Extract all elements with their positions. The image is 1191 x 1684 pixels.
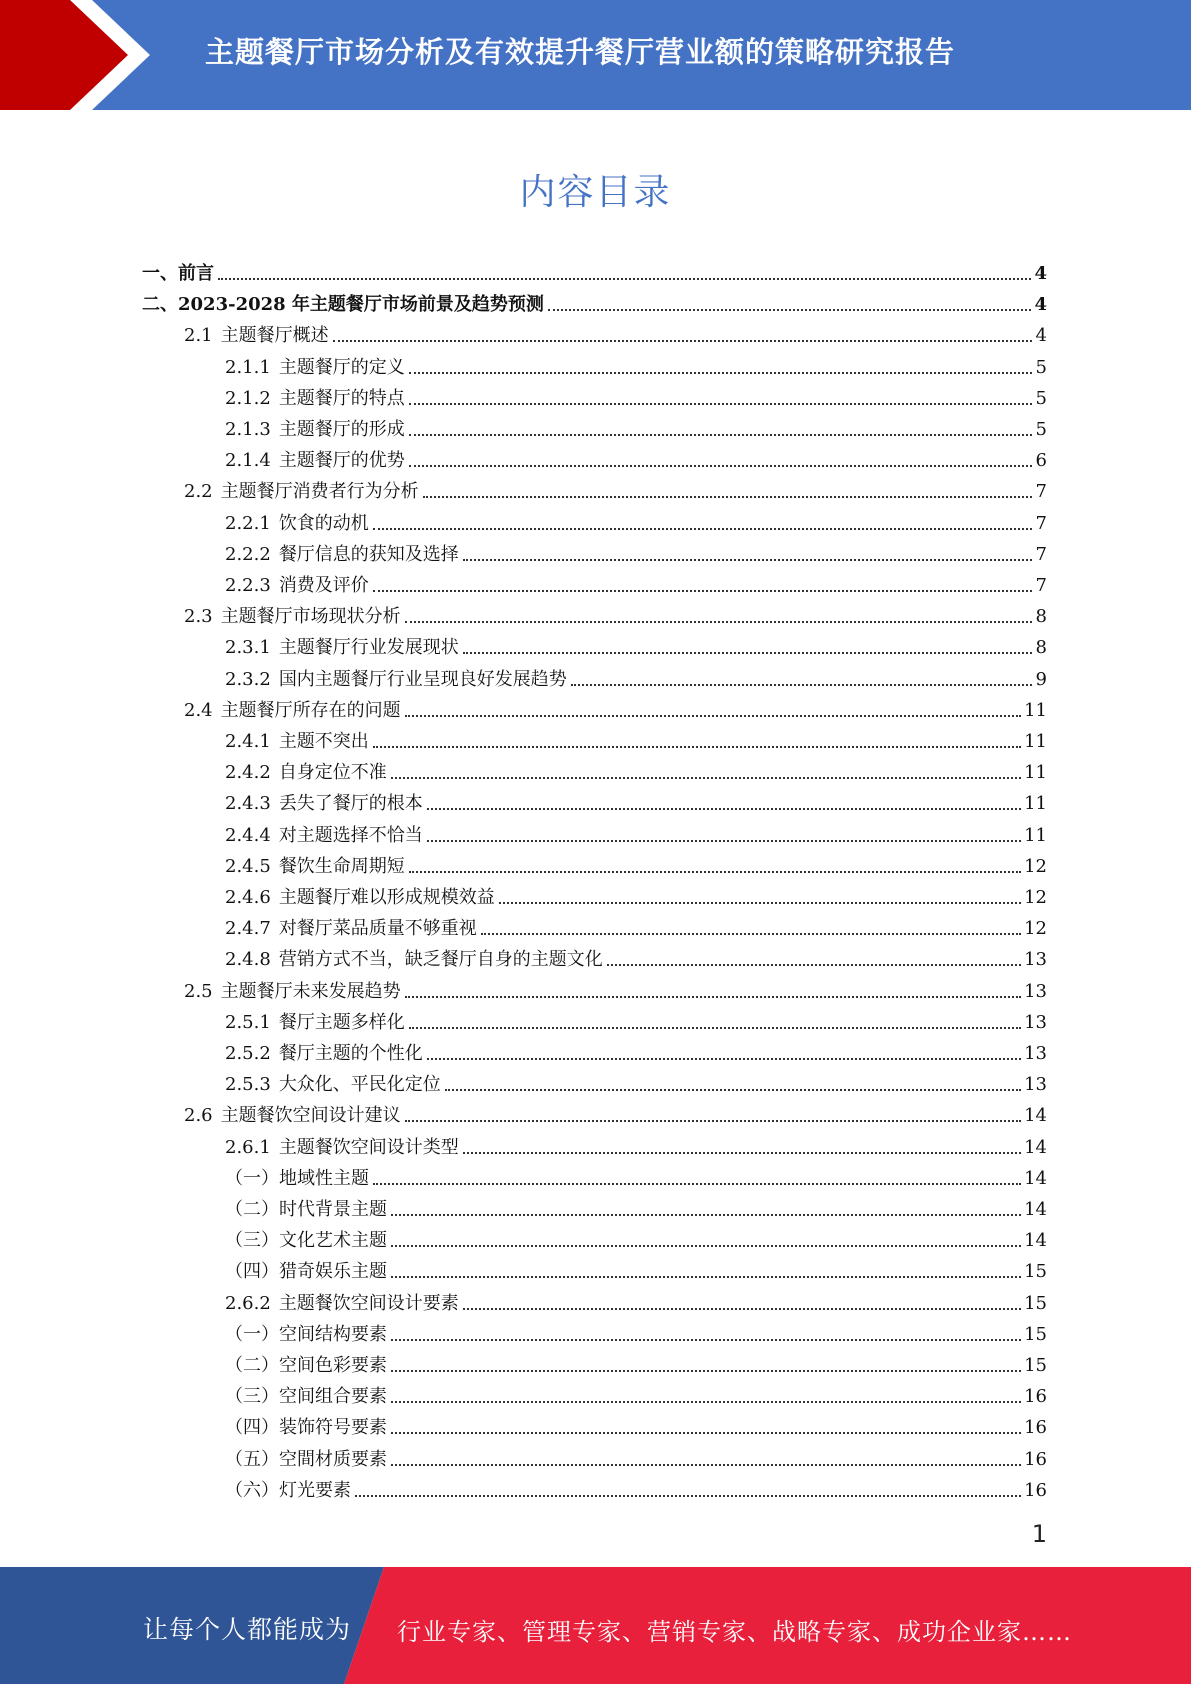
- toc-dot-leader: [391, 1370, 1021, 1372]
- toc-entry[interactable]: [225, 722, 1047, 753]
- toc-entry[interactable]: [225, 940, 1047, 971]
- toc-entry-title: 空间色彩要素: [279, 1355, 387, 1376]
- toc-dot-leader: [218, 278, 1031, 280]
- toc-dot-leader: [405, 996, 1021, 998]
- footer-banner: [0, 1567, 1191, 1684]
- toc-entry-title: 消费及评价: [278, 575, 369, 596]
- toc-entry[interactable]: [225, 753, 1047, 784]
- toc-entry-number: 二、2023-2028 年主题餐厅市场前景及趋势预测: [142, 294, 544, 316]
- toc-entry[interactable]: [225, 628, 1047, 659]
- toc-entry-number: 2.4.6: [225, 887, 271, 908]
- toc-entry-title: 大众化、平民化定位: [278, 1074, 441, 1096]
- header-banner: [0, 0, 1191, 110]
- toc-entry-number: （三）: [225, 1230, 279, 1252]
- toc-dot-leader: [391, 1432, 1021, 1434]
- toc-dot-leader: [607, 964, 1021, 966]
- toc-entry-number: 2.2.2: [225, 543, 271, 565]
- toc-entry-number: （二）: [225, 1199, 279, 1220]
- toc-entry-title: 主题餐厅所存在的问题: [220, 699, 401, 721]
- toc-entry[interactable]: [225, 379, 1047, 410]
- toc-dot-leader: [373, 590, 1032, 592]
- toc-dot-leader: [405, 621, 1032, 623]
- toc-entry-number: 2.1: [184, 325, 213, 347]
- toc-dot-leader: [391, 1464, 1021, 1466]
- toc-entry[interactable]: [225, 1440, 1047, 1471]
- toc-entry-page: 11: [1024, 824, 1047, 846]
- toc-entry[interactable]: [225, 1346, 1047, 1377]
- toc-dot-leader: [548, 309, 1032, 311]
- toc-entry[interactable]: [225, 878, 1047, 909]
- toc-entry[interactable]: [225, 847, 1047, 878]
- toc-entry-page: 6: [1035, 450, 1047, 472]
- toc-entry-title: 主题餐厅的定义: [278, 356, 405, 378]
- toc-dot-leader: [373, 746, 1021, 748]
- toc-dot-leader: [481, 933, 1021, 935]
- toc-entry-page: 11: [1024, 731, 1047, 752]
- toc-dot-leader: [409, 871, 1021, 873]
- toc-entry-number: 2.4.3: [225, 793, 271, 815]
- toc-entry-page: 16: [1024, 1417, 1047, 1439]
- toc-dot-leader: [445, 1089, 1021, 1091]
- toc-dot-leader: [463, 559, 1032, 561]
- toc-entry-page: 16: [1024, 1448, 1047, 1470]
- toc-entry-number: 2.3.1: [225, 637, 271, 659]
- toc-entry-title: 空間材质要素: [279, 1448, 387, 1470]
- toc-entry-number: （三）: [225, 1386, 279, 1408]
- toc-entry-page: 11: [1024, 793, 1047, 815]
- toc-entry-page: 14: [1024, 1136, 1047, 1158]
- toc-entry-page: 13: [1024, 1043, 1047, 1064]
- toc-entry[interactable]: [184, 597, 1047, 628]
- toc-entry[interactable]: [225, 816, 1047, 847]
- toc-dot-leader: [423, 496, 1032, 498]
- toc-entry[interactable]: [225, 410, 1047, 441]
- toc-entry-page: 5: [1035, 419, 1047, 440]
- toc-entry-title: 丢失了餐厅的根本: [278, 793, 423, 815]
- toc-entry-title: 空间组合要素: [279, 1386, 387, 1408]
- toc-entry-title: 餐厅主题多样化: [278, 1011, 405, 1033]
- toc-entry-number: 2.3: [184, 606, 213, 628]
- toc-dot-leader: [463, 1152, 1021, 1154]
- toc-entry-page: 5: [1035, 356, 1047, 378]
- toc-entry-page: 14: [1024, 1199, 1047, 1220]
- report-title: 主题餐厅市场分析及有效提升餐厅营业额的策略研究报告: [205, 35, 956, 69]
- toc-entry-page: 14: [1024, 1230, 1047, 1252]
- toc-dot-leader: [409, 403, 1032, 405]
- toc-dot-leader: [463, 1308, 1021, 1310]
- toc-entry[interactable]: [225, 1408, 1047, 1439]
- toc-entry-page: 12: [1024, 887, 1047, 908]
- toc-entry[interactable]: [225, 1221, 1047, 1252]
- toc-dot-leader: [405, 1120, 1021, 1122]
- toc-entry-number: （六）: [225, 1479, 279, 1501]
- toc-entry-number: 2.2.1: [225, 512, 271, 534]
- toc-dot-leader: [499, 902, 1021, 904]
- toc-entry-title: 餐厅主题的个性化: [278, 1043, 423, 1064]
- toc-entry[interactable]: [225, 660, 1047, 691]
- toc-entry-page: 9: [1035, 668, 1047, 690]
- toc-dot-leader: [409, 1027, 1021, 1029]
- toc-entry-title: 时代背景主题: [279, 1199, 387, 1220]
- toc-entry-number: 2.4.8: [225, 949, 271, 971]
- toc-entry-page: 15: [1024, 1355, 1047, 1376]
- toc-dot-leader: [391, 1245, 1021, 1247]
- toc-entry-page: 7: [1035, 543, 1047, 565]
- toc-entry-page: 8: [1035, 637, 1047, 659]
- toc-entry[interactable]: [225, 1315, 1047, 1346]
- toc-entry-number: 2.6.1: [225, 1136, 271, 1158]
- toc-entry-title: 营销方式不当，缺乏餐厅自身的主题文化: [278, 949, 603, 971]
- toc-entry-number: 2.1.2: [225, 387, 271, 409]
- toc-entry-page: 12: [1024, 855, 1047, 877]
- toc-entry[interactable]: [225, 1003, 1047, 1034]
- toc-entry-title: 主题餐饮空间设计类型: [278, 1136, 459, 1158]
- toc-entry[interactable]: [225, 1471, 1047, 1502]
- toc-entry-page: 16: [1024, 1479, 1047, 1501]
- toc-dot-leader: [405, 715, 1021, 717]
- toc-entry-number: （四）: [225, 1261, 279, 1283]
- toc-dot-leader: [333, 340, 1032, 342]
- toc-heading: 内容目录: [519, 172, 672, 213]
- toc-entry-title: 主题餐厅未来发展趋势: [220, 980, 401, 1002]
- toc-entry-number: 一、前言: [142, 263, 214, 284]
- toc-entry-title: 国内主题餐厅行业呈现良好发展趋势: [278, 668, 567, 690]
- toc-entry-title: 主题餐厅的特点: [278, 387, 405, 409]
- toc-entry-title: 对主题选择不恰当: [278, 824, 423, 846]
- toc-entry[interactable]: [184, 691, 1047, 722]
- toc-entry-page: 13: [1024, 1074, 1047, 1096]
- toc-entry-number: 2.4.1: [225, 731, 271, 752]
- toc-entry-page: 11: [1024, 699, 1047, 721]
- toc-entry-title: 主题餐厅概述: [220, 325, 329, 347]
- toc-entry-page: 15: [1024, 1323, 1047, 1345]
- toc-entry-title: 主题餐饮空间设计建议: [220, 1105, 401, 1127]
- toc-dot-leader: [409, 434, 1032, 436]
- toc-entry[interactable]: [225, 441, 1047, 472]
- toc-entry-number: 2.5.2: [225, 1043, 271, 1064]
- toc-entry-title: 主题餐厅消费者行为分析: [220, 481, 419, 503]
- toc-entry-number: （二）: [225, 1355, 279, 1376]
- toc-entry-page: 5: [1035, 387, 1047, 409]
- toc-entry-page: 7: [1035, 512, 1047, 534]
- toc-entry-page: 12: [1024, 918, 1047, 940]
- toc-entry-title: 餐饮生命周期短: [278, 855, 405, 877]
- toc-entry-number: 2.1.1: [225, 356, 271, 378]
- toc-entry[interactable]: [225, 1159, 1047, 1190]
- toc-entry-number: （四）: [225, 1417, 279, 1439]
- toc-entry[interactable]: [142, 254, 1047, 285]
- toc-entry[interactable]: [225, 566, 1047, 597]
- toc-dot-leader: [391, 1276, 1021, 1278]
- toc-entry-page: 7: [1035, 481, 1047, 503]
- toc-entry[interactable]: [225, 784, 1047, 815]
- toc-entry[interactable]: [225, 504, 1047, 535]
- toc-entry-title: 猎奇娱乐主题: [279, 1261, 387, 1283]
- toc-entry-number: 2.1.4: [225, 450, 271, 472]
- toc-dot-leader: [391, 777, 1021, 779]
- toc-dot-leader: [571, 684, 1032, 686]
- toc-entry-title: 空间结构要素: [279, 1323, 387, 1345]
- toc-entry-number: 2.1.3: [225, 419, 271, 440]
- toc-dot-leader: [409, 372, 1032, 374]
- toc-entry[interactable]: [225, 1190, 1047, 1221]
- toc-entry-number: 2.5: [184, 980, 213, 1002]
- toc-entry[interactable]: [142, 285, 1047, 316]
- toc-entry-title: 主题餐厅行业发展现状: [278, 637, 459, 659]
- toc-entry-number: 2.5.1: [225, 1011, 271, 1033]
- toc-entry-page: 13: [1024, 949, 1047, 971]
- toc-entry-number: 2.4.2: [225, 762, 271, 784]
- toc-entry[interactable]: [184, 1096, 1047, 1127]
- toc-entry-page: 14: [1024, 1167, 1047, 1189]
- toc-entry-title: 装饰符号要素: [279, 1417, 387, 1439]
- toc-dot-leader: [355, 1495, 1021, 1497]
- toc-entry[interactable]: [225, 1377, 1047, 1408]
- toc-dot-leader: [427, 808, 1021, 810]
- toc-entry-page: 15: [1024, 1261, 1047, 1283]
- toc-entry-title: 自身定位不准: [278, 762, 387, 784]
- toc-entry[interactable]: [225, 1065, 1047, 1096]
- toc-dot-leader: [427, 840, 1021, 842]
- toc-entry-page: 4: [1034, 294, 1047, 316]
- toc-entry-title: 餐厅信息的获知及选择: [278, 543, 459, 565]
- toc-entry-title: 灯光要素: [279, 1479, 351, 1501]
- toc-entry-page: 7: [1035, 575, 1047, 596]
- toc-entry-number: 2.2.3: [225, 575, 271, 596]
- toc-dot-leader: [373, 1183, 1021, 1185]
- toc-entry-number: 2.4: [184, 699, 213, 721]
- toc-entry-page: 14: [1024, 1105, 1047, 1127]
- toc-entry-title: 主题餐饮空间设计要素: [278, 1292, 459, 1314]
- toc-entry-title: 主题餐厅市场现状分析: [220, 606, 401, 628]
- toc-entry-number: 2.4.5: [225, 855, 271, 877]
- toc-entry-number: 2.6.2: [225, 1292, 271, 1314]
- toc-entry-number: 2.2: [184, 481, 213, 503]
- toc-entry-page: 13: [1024, 1011, 1047, 1033]
- toc-entry[interactable]: [184, 472, 1047, 503]
- toc-entry-page: 8: [1035, 606, 1047, 628]
- toc-entry[interactable]: [225, 535, 1047, 566]
- toc-entry[interactable]: [225, 909, 1047, 940]
- toc-entry-number: 2.6: [184, 1105, 213, 1127]
- toc-entry[interactable]: [225, 1252, 1047, 1283]
- toc-entry-title: 饮食的动机: [278, 512, 369, 534]
- toc-entry-number: 2.3.2: [225, 668, 271, 690]
- toc-dot-leader: [409, 465, 1032, 467]
- toc-entry-title: 主题不突出: [278, 731, 369, 752]
- toc-dot-leader: [373, 528, 1032, 530]
- toc-entry-page: 16: [1024, 1386, 1047, 1408]
- toc-entry-page: 11: [1024, 762, 1047, 784]
- toc-entry-number: 2.4.4: [225, 824, 271, 846]
- toc-entry-number: 2.4.7: [225, 918, 271, 940]
- footer-slogan-right: 行业专家、管理专家、营销专家、战略专家、成功企业家……: [397, 1618, 1072, 1646]
- toc-entry-title: 主题餐厅难以形成规模效益: [278, 887, 495, 908]
- toc-entry-number: 2.5.3: [225, 1074, 271, 1096]
- toc-entry-title: 主题餐厅的形成: [278, 419, 405, 440]
- toc-dot-leader: [391, 1401, 1021, 1403]
- toc-entry[interactable]: [225, 1034, 1047, 1065]
- toc-entry-title: 对餐厅菜品质量不够重视: [278, 918, 477, 940]
- toc-entry-page: 4: [1034, 263, 1047, 284]
- toc-entry-number: （五）: [225, 1448, 279, 1470]
- toc-entry-title: 文化艺术主题: [279, 1230, 387, 1252]
- page-number: 1: [1031, 1520, 1047, 1548]
- toc-entry[interactable]: [225, 1128, 1047, 1159]
- toc-entry[interactable]: [225, 1284, 1047, 1315]
- toc-dot-leader: [391, 1214, 1021, 1216]
- toc-entry[interactable]: [184, 316, 1047, 347]
- toc-dot-leader: [391, 1339, 1021, 1341]
- toc-entry[interactable]: [225, 348, 1047, 379]
- footer-slogan-left: 让每个人都能成为: [143, 1615, 352, 1644]
- toc-entry-title: 地域性主题: [279, 1167, 369, 1189]
- toc-entry-page: 15: [1024, 1292, 1047, 1314]
- toc-entry-page: 13: [1024, 980, 1047, 1002]
- toc-dot-leader: [463, 652, 1032, 654]
- toc-entry-title: 主题餐厅的优势: [278, 450, 405, 472]
- toc-dot-leader: [427, 1058, 1021, 1060]
- toc-entry-number: （一）: [225, 1167, 279, 1189]
- toc-entry-number: （一）: [225, 1323, 279, 1345]
- toc-entry[interactable]: [184, 972, 1047, 1003]
- toc-entry-page: 4: [1035, 325, 1047, 347]
- header-chevron-icon: [0, 0, 160, 110]
